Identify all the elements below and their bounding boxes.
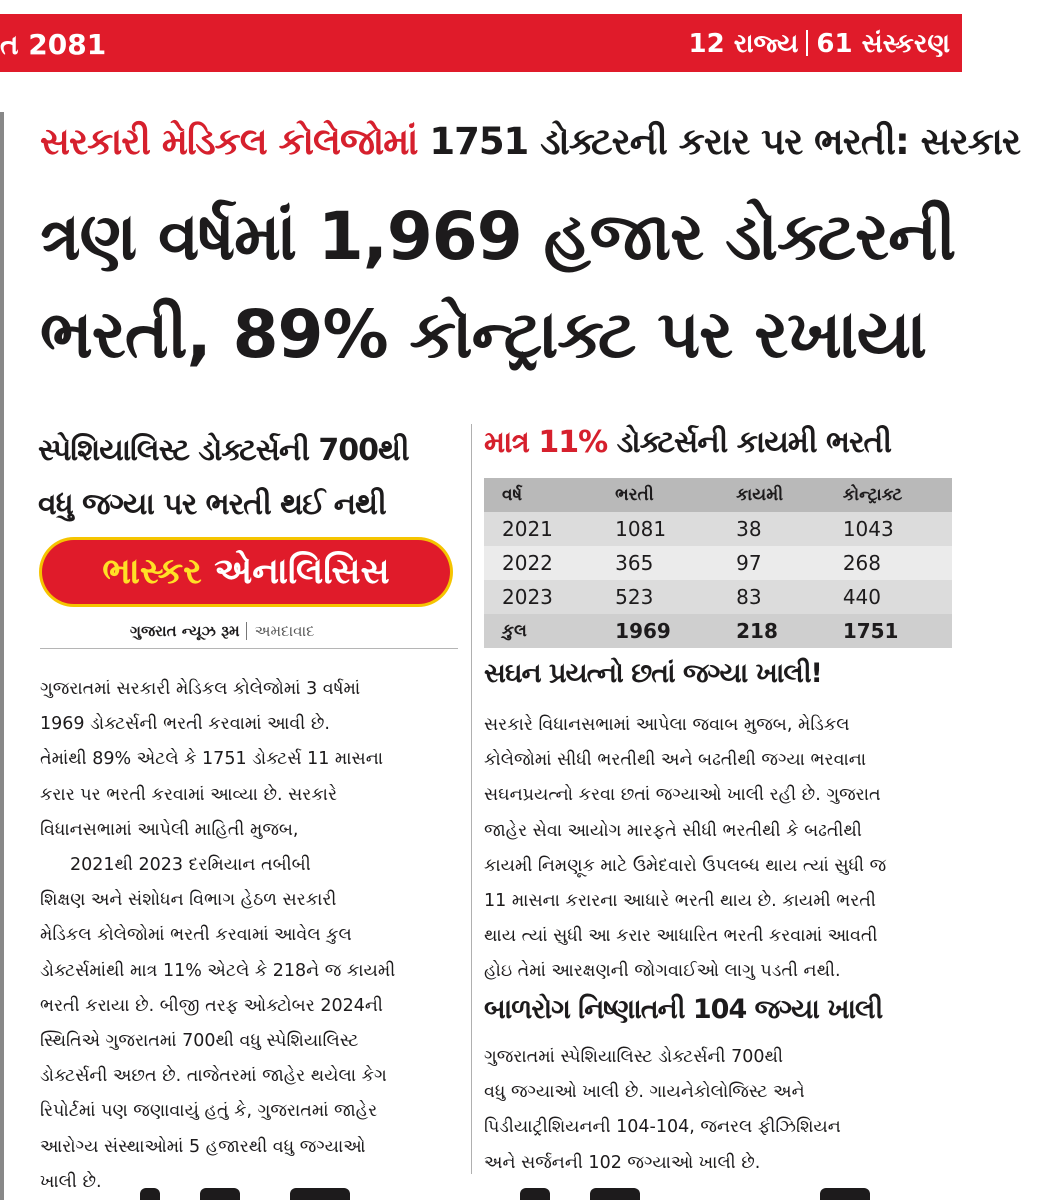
body-line: 2021થી 2023 દરમિયાન તબીબી — [70, 855, 311, 876]
body-line: સરકારે વિધાનસભામાં આપેલા જવાબ મુજબ, મેડિકલ — [484, 715, 850, 735]
body-line: મેડિકલ કોલેજોમાં ભરતી કરવામાં આવેલ કુલ — [40, 925, 352, 946]
body-line: ખાલી છે. — [40, 1171, 102, 1192]
analysis-label: એનાલિસિસ — [214, 551, 390, 592]
edition-info — [689, 29, 950, 60]
body-line: આરોગ્ય સંસ્થાઓમાં 5 હજારથી વધુ જગ્યાઓ — [40, 1136, 366, 1157]
analysis-brand: ભાસ્કર — [102, 551, 202, 592]
header-contract: કોન્ટ્રાક્ટ — [842, 485, 903, 505]
page-edge-rule — [0, 112, 4, 1200]
table-header-row — [484, 478, 952, 512]
header-permanent: કાયમી — [736, 485, 784, 505]
cell-contract: 440 — [842, 585, 881, 609]
body-line: હોઇ તેમાં આરક્ષણની જોગવાઈઓ લાગુ પડતી નથી. — [484, 961, 841, 982]
byline-divider — [40, 648, 458, 649]
cell-year: 2023 — [502, 585, 553, 609]
body-line: કાયમી નિમણૂક માટે ઉમેદવારો ઉપલબ્ધ થાય ત્યાં સુધી જ — [484, 855, 887, 876]
cell-total-recruitment: 1969 — [615, 619, 671, 643]
body-line: સ્થિતિએ ગુજરાતમાં 700થી વધુ સ્પેશિયાલિસ્ટ — [40, 1031, 359, 1052]
body-line: શિક્ષણ અને સંશોધન વિભાગ હેઠળ સરકારી — [40, 890, 337, 911]
body-line: અને સર્જનની 102 જગ્યાઓ ખાલી છે. — [484, 1152, 761, 1173]
body-line: રિપોર્ટમાં પણ જણાવાયું હતું કે, ગુજરાતમાં જાહેર — [40, 1101, 378, 1122]
kicker-black: 1751 ડોક્ટરની કરાર પર ભરતી: સરકાર — [429, 120, 1021, 163]
cropped-text-fragment — [290, 1188, 350, 1200]
table-title — [484, 425, 891, 460]
byline-name: ગુજરાત ન્યૂઝ રૂમ — [130, 622, 240, 640]
headline — [40, 188, 970, 384]
recruitment-table — [484, 478, 952, 648]
body-line: થાય ત્યાં સુધી આ કરાર આધારિત ભરતી કરવામાં આવતી — [484, 926, 878, 947]
subheadline — [38, 424, 478, 532]
table-row — [484, 580, 952, 614]
left-article-body — [40, 672, 458, 1200]
byline-location: અમદાવાદ — [246, 622, 315, 640]
table-row — [484, 546, 952, 580]
section-heading-vacancies: સઘન પ્રયત્નો છતાં જગ્યા ખાલી! — [484, 658, 822, 689]
table-title-black: ડોક્ટર્સની કાયમી ભરતી — [616, 425, 891, 460]
body-line: વિધાનસભામાં આપેલી માહિતી મુજબ, — [40, 819, 299, 840]
cropped-text-fragment — [820, 1188, 870, 1200]
cell-year: 2022 — [502, 551, 553, 575]
state-count: 12 રાજ્ય — [688, 29, 799, 59]
cell-recruitment: 365 — [615, 551, 654, 575]
body-line: ડોક્ટર્સમાંથી માત્ર 11% એટલે કે 218ને જ કાયમી — [40, 960, 396, 981]
body-line: 11 માસના કરારના આધારે ભરતી થાય છે. કાયમી ભરતી — [484, 891, 876, 912]
cropped-text-fragment — [140, 1188, 160, 1200]
header-year: વર્ષ — [502, 485, 523, 505]
cell-contract: 268 — [842, 551, 881, 575]
cell-total-contract: 1751 — [842, 619, 899, 643]
body-line: સઘનપ્રયત્નો કરવા છતાં જગ્યાઓ ખાલી રહી છે. ગુજરાત — [484, 785, 881, 806]
cell-permanent: 38 — [736, 517, 762, 541]
edition-count: 61 સંસ્કરણ — [816, 29, 950, 59]
headline-line-1: ત્રણ વર્ષમાં 1,969 હજાર ડોક્ટરની — [40, 198, 956, 275]
headline-line-2: ભરતી, 89% કોન્ટ્રાક્ટ પર રખાયા — [40, 296, 926, 373]
cell-recruitment: 523 — [615, 585, 654, 609]
byline — [130, 622, 315, 640]
table-total-row — [484, 614, 952, 648]
separator — [806, 30, 808, 56]
body-line: કરાર પર ભરતી કરવામાં આવ્યા છે. સરકારે — [40, 784, 338, 805]
subheadline-line-2: વધુ જગ્યા પર ભરતી થઈ નથી — [38, 487, 386, 522]
header-recruitment: ભરતી — [615, 485, 654, 505]
body-line: વધુ જગ્યાઓ ખાલી છે. ગાયનેકોલોજિસ્ટ અને — [484, 1082, 805, 1103]
masthead-strip — [0, 14, 962, 72]
body-line: ડોક્ટર્સની અછત છે. તાજેતરમાં જાહેર થયેલા કેગ — [40, 1066, 387, 1087]
body-line: 1969 ડોક્ટર્સની ભરતી કરવામાં આવી છે. — [40, 714, 330, 735]
body-line: જાહેર સેવા આયોગ મારફતે સીધી ભરતીથી કે બઢતીથી — [484, 820, 862, 841]
cropped-text-fragment — [590, 1188, 640, 1200]
subheadline-line-1: સ્પેશિયાલિસ્ટ ડોક્ટર્સની 700થી — [38, 433, 409, 468]
body-line: તેમાંથી 89% એટલે કે 1751 ડોક્ટર્સ 11 માસના — [40, 749, 384, 770]
cropped-text-fragment — [200, 1188, 240, 1200]
cell-year: 2021 — [502, 517, 553, 541]
cell-recruitment: 1081 — [615, 517, 667, 541]
cell-contract: 1043 — [842, 517, 894, 541]
body-line: પિડીયાટ્રીશિયનની 104-104, જનરલ ફીઝિશિયન — [484, 1117, 841, 1138]
cell-permanent: 83 — [736, 585, 762, 609]
table-title-red: માત્ર 11% — [484, 425, 608, 460]
body-line: કોલેજોમાં સીધી ભરતીથી અને બઢતીથી જગ્યા ભરવાના — [484, 750, 867, 771]
edition-year: ત 2081 — [0, 28, 107, 61]
body-line: ગુજરાતમાં સરકારી મેડિકલ કોલેજોમાં 3 વર્ષમાં — [40, 679, 361, 699]
column-divider — [471, 424, 472, 1174]
analysis-badge — [42, 540, 450, 604]
section-body-pediatrics — [484, 1040, 960, 1181]
kicker — [40, 120, 1021, 164]
body-line: ભરતી કરાયા છે. બીજી તરફ ઓક્ટોબર 2024ની — [40, 995, 383, 1016]
section-heading-pediatrics: બાળરોગ નિષ્ણાતની 104 જગ્યા ખાલી — [484, 994, 883, 1025]
cell-permanent: 97 — [736, 551, 762, 575]
section-body-vacancies — [484, 708, 960, 990]
cropped-text-fragment — [520, 1188, 550, 1200]
table-row — [484, 512, 952, 546]
cell-total-label: કુલ — [502, 621, 527, 641]
kicker-red: સરકારી મેડિકલ કોલેજોમાં — [40, 120, 418, 163]
cell-total-permanent: 218 — [736, 619, 778, 643]
body-line: ગુજરાતમાં સ્પેશિયાલિસ્ટ ડોક્ટર્સની 700થી — [484, 1047, 783, 1067]
